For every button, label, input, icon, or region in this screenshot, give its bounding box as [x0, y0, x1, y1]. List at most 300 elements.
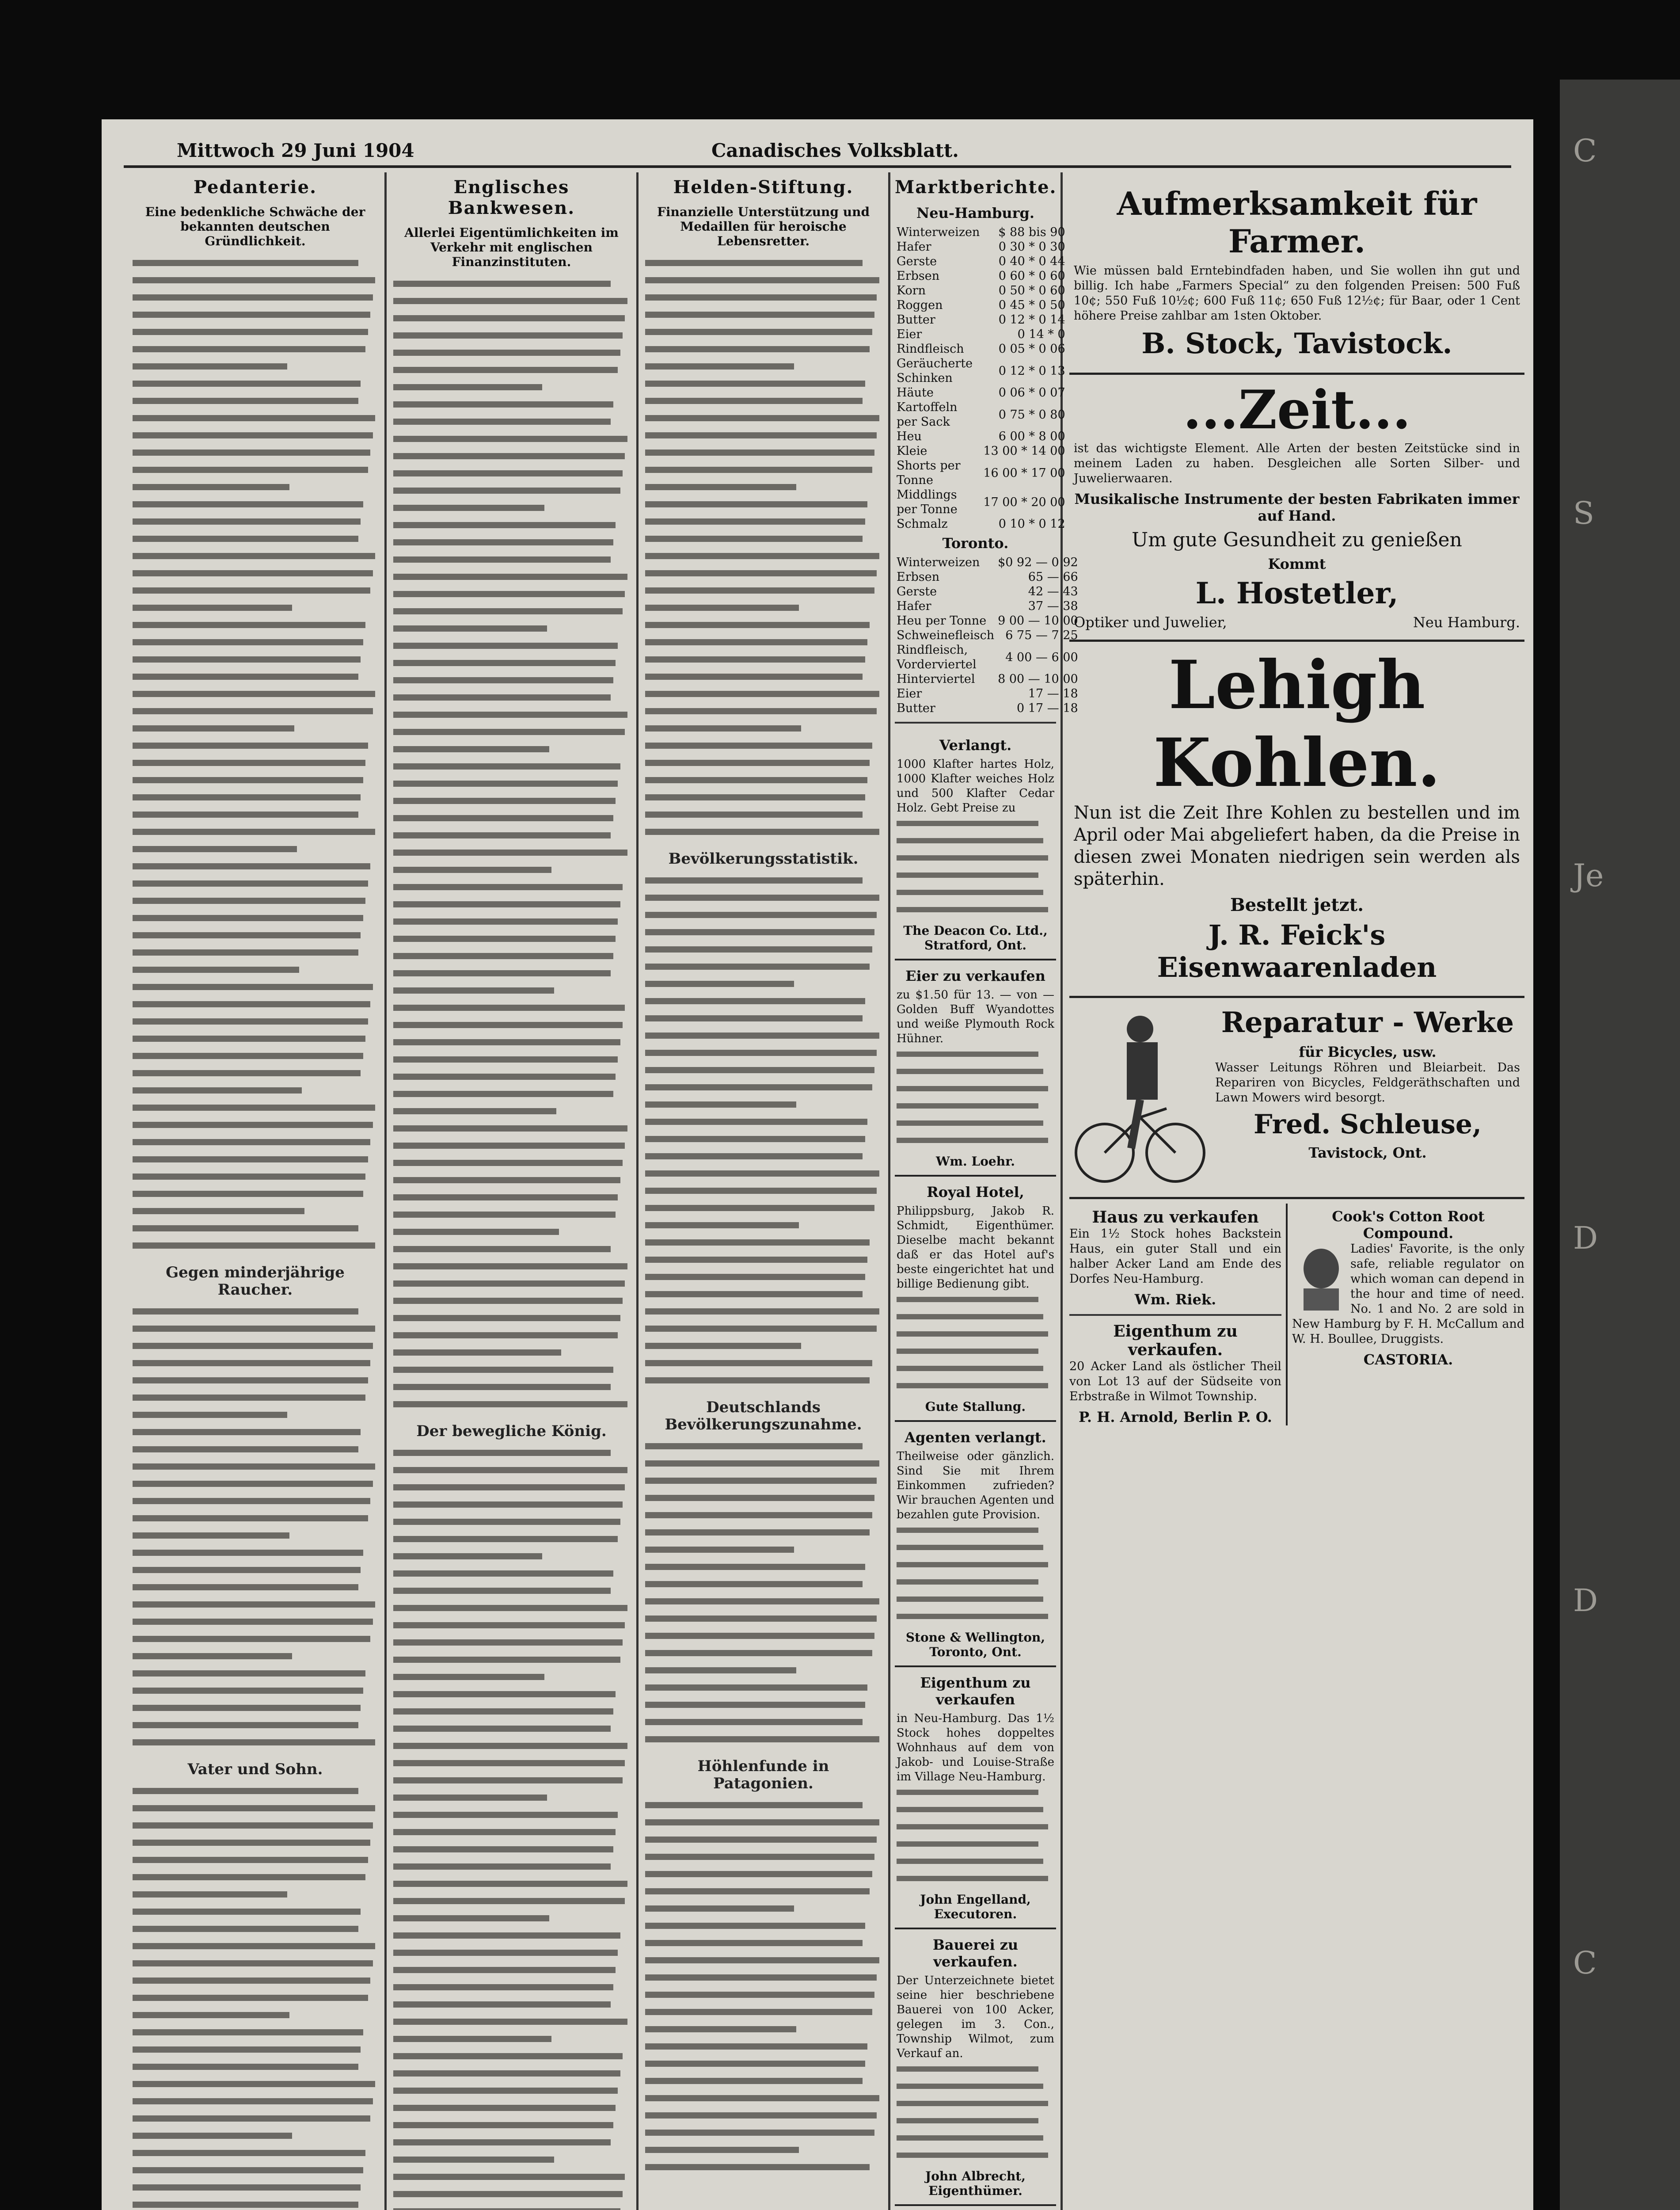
ad-signature: John Albrecht, Eigenthümer.	[925, 2169, 1026, 2198]
text-line	[133, 1303, 358, 1320]
text-line	[393, 1927, 620, 1944]
text-line	[645, 1251, 867, 1269]
ad-farmer	[1069, 177, 1524, 375]
ad-title: Haus zu verkaufen	[1092, 1208, 1259, 1227]
text-line	[645, 1079, 872, 1096]
text-line	[645, 548, 879, 565]
text-line	[133, 617, 365, 634]
market-row	[895, 701, 1080, 716]
text-line	[133, 1955, 373, 1972]
text-line	[133, 324, 368, 341]
text-line	[897, 902, 1048, 919]
page-header	[124, 137, 1511, 168]
text-line	[133, 1493, 370, 1510]
text-line	[645, 1148, 863, 1165]
text-line	[133, 2127, 292, 2145]
text-line	[133, 1613, 373, 1631]
text-line	[133, 1220, 358, 1237]
market-price: 6 75 — 7 25	[1005, 629, 1078, 642]
text-line	[393, 948, 613, 965]
text-line	[133, 2196, 358, 2210]
market-price: 65 — 66	[1028, 570, 1078, 584]
text-line	[393, 758, 620, 775]
text-line	[133, 427, 373, 444]
text-line	[645, 1952, 879, 1969]
text-line	[645, 720, 801, 737]
text-line	[393, 362, 618, 379]
text-line	[393, 1531, 618, 1548]
woman-portrait-icon	[1295, 1244, 1348, 1311]
text-line	[897, 2147, 1048, 2164]
text-line	[897, 1292, 1038, 1309]
text-line	[133, 375, 361, 392]
text-line	[645, 513, 865, 530]
divider	[1069, 1314, 1281, 1316]
ad-text: Ein 1½ Stock hohes Backstein Haus, ein guter Stall und ein halber Acker Land am Ende des Dorfes Neu-Hamburg.	[1069, 1227, 1281, 1286]
text-line	[133, 444, 370, 461]
market-item: Eier	[897, 328, 922, 341]
text-line	[133, 272, 375, 289]
market-item: Geräucherte Schinken	[897, 357, 973, 385]
text-line	[393, 1017, 623, 1034]
text-line	[645, 2159, 870, 2176]
text-line	[393, 1962, 616, 1979]
text-line	[645, 1217, 799, 1234]
ad-title: Eigenthum zu verkaufen.	[1113, 1322, 1238, 1359]
market-row	[895, 254, 1067, 269]
text-line	[393, 861, 551, 879]
text-line	[393, 482, 620, 499]
text-line	[393, 1789, 547, 1806]
ad-text: Ladies' Favorite, is the only safe, reliable regulator on which woman can depend in the hour and time of need. No. 1 and No. 2 are sold in New Hamburg by F. H. McCallum and W. H. Boullee, Druggists.	[1292, 1242, 1524, 1346]
market-price: 4 00 — 6 00	[1005, 650, 1078, 664]
text-line	[133, 1475, 373, 1493]
text-line	[133, 461, 368, 479]
market-price: 0 12 * 0 14	[998, 313, 1065, 327]
text-line	[393, 1996, 611, 2013]
ad-title: Cook's Cotton Root Compound.	[1332, 1208, 1485, 1242]
market-row	[895, 385, 1067, 400]
classified-ad	[895, 1422, 1056, 1667]
text-line	[645, 1472, 877, 1490]
market-price: 17 00 * 20 00	[983, 495, 1065, 509]
text-line	[645, 1200, 874, 1217]
text-line	[393, 1444, 611, 1462]
market-price: 13 00 * 14 00	[983, 444, 1065, 458]
article-column-1	[133, 177, 378, 2210]
market-row	[895, 517, 1067, 531]
section-heading: Vater und Sohn.	[187, 1760, 323, 1778]
text-line	[393, 827, 611, 844]
market-row	[895, 298, 1067, 312]
market-price: 0 05 * 0 06	[998, 342, 1065, 356]
market-row	[895, 555, 1080, 570]
market-price: 37 — 38	[1028, 599, 1078, 613]
text-line	[393, 1634, 623, 1651]
market-item: Heu	[897, 430, 922, 443]
section-heading: Gegen minderjährige Raucher.	[166, 1264, 345, 1299]
text-line	[393, 1462, 627, 1479]
market-item: Winterweizen	[897, 225, 980, 239]
text-line	[645, 599, 799, 617]
ad-reparatur-text	[1215, 1002, 1520, 1188]
text-line	[645, 1455, 879, 1472]
market-item: Eier	[897, 687, 922, 701]
article-column-2	[393, 177, 630, 2210]
ad-zeit	[1069, 375, 1524, 642]
text-line	[897, 2096, 1048, 2113]
market-price: 0 17 — 18	[1017, 701, 1078, 715]
text-line	[393, 741, 549, 758]
text-line	[897, 867, 1038, 884]
text-line	[133, 1013, 368, 1030]
text-line	[645, 754, 870, 772]
text-line	[393, 1582, 611, 1600]
market-price: 9 00 — 10 00	[998, 614, 1078, 628]
text-line	[133, 1817, 373, 1834]
text-line	[133, 806, 358, 823]
text-line	[897, 1098, 1038, 1115]
text-line	[645, 1010, 863, 1027]
text-line	[645, 789, 865, 806]
market-row	[895, 356, 1067, 385]
text-line	[393, 431, 627, 448]
text-line	[645, 1679, 867, 1696]
text-line	[133, 910, 363, 927]
text-line	[133, 599, 292, 617]
text-line	[133, 479, 289, 496]
market-title: Marktberichte.	[895, 177, 1057, 198]
classified-ad	[895, 730, 1056, 960]
ad-text: 1000 Klafter hartes Holz, 1000 Klafter weiches Holz und 500 Klafter Cedar Holz. Gebt Preise zu	[897, 758, 1054, 815]
bicycle-rider-icon	[1074, 1002, 1206, 1188]
market-item: Roggen	[897, 298, 943, 312]
ad-text: Nun ist die Zeit Ihre Kohlen zu bestellen und im April oder Mai abgeliefert haben, da die Preise in diesen zwei Monaten niedrigen sein werden als späterhin.	[1074, 803, 1520, 889]
market-row	[895, 613, 1080, 628]
adjacent-page-fragment: D	[1573, 1582, 1598, 1619]
newspaper-page	[102, 119, 1533, 2210]
market-row	[895, 570, 1080, 584]
text-line	[645, 479, 796, 496]
text-line	[393, 293, 627, 310]
adjacent-page-fragment: C	[1573, 1945, 1597, 1981]
text-line	[393, 1396, 627, 1413]
text-line	[133, 1203, 304, 1220]
text-line	[897, 1063, 1043, 1081]
market-price: 0 60 * 0 60	[998, 269, 1065, 283]
text-line	[393, 1275, 625, 1292]
text-line	[393, 1651, 620, 1669]
text-line	[645, 1866, 872, 1883]
text-line	[897, 833, 1043, 850]
text-line	[133, 341, 365, 358]
text-line	[897, 1819, 1048, 1836]
header-title: Canadisches Volksblatt.	[711, 140, 959, 161]
article-subtitle: Allerlei Eigentümlichkeiten im Verkehr mit englischen Finanzinstituten.	[404, 225, 619, 269]
text-line	[393, 775, 618, 793]
text-line	[645, 823, 879, 841]
text-line	[393, 344, 620, 362]
adjacent-page-edge	[1560, 80, 1680, 2210]
text-line	[133, 1458, 375, 1475]
section-heading: Höhlenfunde in Patagonien.	[697, 1757, 829, 1792]
text-line	[645, 1900, 794, 1917]
section-heading: Der bewegliche König.	[416, 1422, 607, 1440]
market-item: Hinterviertel	[897, 672, 975, 686]
market-item: Rindfleisch	[897, 342, 964, 356]
text-line	[133, 1783, 358, 1800]
text-line	[645, 1814, 879, 1831]
text-line	[645, 772, 867, 789]
ad-place: Neu Hamburg.	[1413, 614, 1520, 631]
text-line	[393, 1068, 616, 1086]
text-line	[393, 930, 616, 948]
text-line	[133, 565, 373, 582]
text-line	[645, 427, 877, 444]
section-heading: Deutschlands Bevölkerungszunahme.	[665, 1398, 862, 1433]
market-item: Erbsen	[897, 570, 940, 584]
article-title: Pedanterie.	[194, 177, 317, 198]
text-line	[393, 637, 618, 655]
market-row	[895, 342, 1067, 356]
text-line	[645, 1524, 870, 1541]
adjacent-page-fragment: D	[1573, 1220, 1598, 1256]
article-body	[133, 255, 378, 2210]
text-line	[133, 392, 358, 410]
text-line	[393, 2186, 623, 2203]
text-line	[393, 913, 618, 930]
text-line	[393, 1206, 616, 1223]
text-line	[393, 1379, 611, 1396]
text-line	[645, 1627, 874, 1645]
text-line	[133, 720, 294, 737]
market-row	[895, 327, 1067, 342]
text-line	[133, 858, 370, 875]
market-row	[895, 488, 1067, 517]
text-line	[393, 1086, 613, 1103]
text-line	[133, 513, 361, 530]
text-line	[393, 1600, 627, 1617]
market-item: Korn	[897, 284, 926, 297]
market-row	[895, 599, 1080, 613]
text-line	[393, 2151, 554, 2168]
text-line	[645, 1576, 863, 1593]
text-line	[393, 1720, 611, 1738]
ad-cooks	[1292, 1204, 1524, 1425]
market-table-toronto	[895, 555, 1080, 716]
text-line	[133, 2162, 363, 2179]
text-line	[393, 1344, 561, 1361]
text-line	[897, 1539, 1043, 1557]
text-line	[645, 2073, 863, 2090]
text-line	[897, 1378, 1048, 1395]
text-line	[645, 565, 877, 582]
text-line	[393, 1103, 556, 1120]
text-line	[133, 530, 358, 548]
text-line	[645, 1113, 867, 1131]
text-line	[393, 896, 620, 913]
ad-signature: P. H. Arnold, Berlin P. O.	[1079, 1409, 1272, 1425]
market-price: 42 — 43	[1028, 585, 1078, 598]
ad-text: Theilweise oder gänzlich. Sind Sie mit Ihrem Einkommen zufrieden? Wir brauchen Agenten und bezahlen gute Provision.	[897, 1450, 1054, 1521]
ad-title: Bauerei zu verkaufen.	[932, 1936, 1019, 1970]
text-line	[645, 993, 865, 1010]
text-line	[393, 534, 613, 551]
ad-text: Philippsburg, Jakob R. Schmidt, Eigenthümer. Dieselbe macht bekannt daß er das Hotel auf's beste eingerichtet hat und billige Bedienung gibt.	[897, 1204, 1054, 1291]
text-line	[645, 1320, 877, 1337]
text-line	[133, 823, 375, 841]
market-column	[895, 177, 1078, 2210]
text-line	[645, 958, 870, 975]
text-line	[133, 737, 368, 754]
text-line	[645, 634, 867, 651]
ad-role: Optiker und Juwelier,	[1074, 614, 1227, 631]
text-line	[645, 1286, 863, 1303]
advertisement-column	[1069, 177, 1524, 2210]
text-line	[133, 1527, 289, 1544]
market-price: 0 75 * 0 80	[998, 408, 1065, 422]
ad-signature: Gute Stallung.	[925, 1399, 1026, 1414]
ad-health: Um gute Gesundheit zu genießen	[1132, 529, 1462, 551]
text-line	[393, 1944, 618, 1962]
ad-text: in Neu-Hamburg. Das 1½ Stock hohes doppeltes Wohnhaus auf dem von Jakob- und Louise-Straße im Village Neu-Hamburg.	[897, 1712, 1054, 1783]
text-line	[897, 2130, 1043, 2147]
text-line	[133, 1544, 363, 1562]
market-price: $0 92 — 0 92	[998, 556, 1078, 569]
text-line	[897, 1591, 1043, 1608]
text-line	[133, 2179, 361, 2196]
text-line	[393, 2117, 613, 2134]
text-line	[645, 530, 863, 548]
column-rule	[888, 172, 890, 2210]
text-line	[645, 1883, 870, 1900]
text-line	[133, 1717, 358, 1734]
text-line	[133, 1320, 375, 1337]
text-line	[645, 2090, 879, 2107]
text-line	[133, 1406, 287, 1424]
text-line	[645, 703, 877, 720]
market-item: Hafer	[897, 240, 931, 254]
text-line	[393, 1669, 544, 1686]
ad-title: Aufmerksamkeit für Farmer.	[1117, 185, 1477, 260]
ad-kohlen	[1069, 642, 1524, 998]
text-line	[645, 2107, 877, 2124]
text-line	[645, 1234, 870, 1251]
text-line	[393, 275, 611, 293]
ad-signature: B. Stock, Tavistock.	[1141, 327, 1452, 360]
text-line	[645, 2038, 867, 2055]
text-line	[645, 1645, 872, 1662]
text-line	[133, 1903, 361, 1920]
ad-text: Der Unterzeichnete bietet seine hier beschriebene Bauerei von 100 Acker, gelegen im 3. Con., Township Wilmot, zum Verkauf an.	[897, 1974, 1054, 2060]
market-row	[895, 429, 1067, 444]
text-line	[393, 1703, 613, 1720]
ad-order: Bestellt jetzt.	[1230, 895, 1364, 915]
text-line	[393, 1772, 623, 1789]
text-line	[133, 1869, 365, 1886]
market-item: Shorts per Tonne	[897, 459, 961, 487]
market-item: Winterweizen	[897, 556, 980, 569]
adjacent-page-fragment: Je	[1573, 857, 1604, 894]
text-line	[393, 965, 611, 982]
text-line	[897, 850, 1048, 867]
market-item: Butter	[897, 313, 935, 327]
ad-signature-line	[1074, 614, 1520, 631]
text-line	[133, 1734, 375, 1751]
text-line	[645, 1303, 879, 1320]
article-subtitle: Eine bedenkliche Schwäche der bekannten deutschen Gründlichkeit.	[145, 205, 365, 248]
ad-signature: J. R. Feick's Eisenwaarenladen	[1157, 919, 1437, 983]
text-line	[133, 892, 365, 910]
text-line	[133, 1134, 370, 1151]
ad-signature: Fred. Schleuse,	[1254, 1109, 1482, 1140]
market-price: 8 00 — 10 00	[998, 672, 1078, 686]
ad-text: Wasser Leitungs Röhren und Bleiarbeit. Das Repariren von Bicycles, Feldgeräthschaften und Lawn Mowers wird besorgt.	[1215, 1061, 1520, 1105]
text-line	[645, 1714, 863, 1731]
market-item: Heu per Tonne	[897, 614, 987, 628]
market-price: 0 06 * 0 07	[998, 386, 1065, 400]
text-line	[393, 1172, 620, 1189]
text-line	[133, 875, 368, 892]
ad-title: Reparatur - Werke	[1221, 1006, 1514, 1039]
classified-ad	[895, 1929, 1056, 2206]
ad-castoria: CASTORIA.	[1363, 1351, 1453, 1368]
ad-haus	[1069, 1204, 1288, 1425]
column-rule	[636, 172, 639, 2210]
market-item: Häute	[897, 386, 934, 400]
classified-ad	[895, 960, 1056, 1177]
text-line	[393, 2082, 618, 2100]
market-price: 0 30 * 0 30	[998, 240, 1065, 254]
text-line	[133, 496, 363, 513]
text-line	[133, 754, 365, 772]
text-line	[645, 941, 872, 958]
market-row	[895, 312, 1067, 327]
text-line	[645, 737, 872, 754]
text-line	[393, 999, 625, 1017]
text-line	[393, 620, 547, 637]
text-line	[645, 306, 874, 324]
text-line	[645, 1662, 796, 1679]
text-line	[133, 1920, 358, 1938]
text-line	[133, 1441, 358, 1458]
text-line	[897, 1115, 1043, 1132]
text-line	[645, 2004, 872, 2021]
text-line	[393, 1841, 613, 1858]
text-line	[133, 668, 358, 686]
column-rule	[384, 172, 387, 2210]
text-line	[393, 1361, 613, 1379]
text-line	[393, 1979, 613, 1996]
classified-ad	[895, 1177, 1056, 1422]
ad-signature: Wm. Riek.	[1134, 1291, 1216, 1308]
market-item: Erbsen	[897, 269, 940, 283]
text-line	[393, 603, 623, 620]
market-item: Gerste	[897, 585, 937, 598]
text-line	[897, 1309, 1043, 1326]
text-line	[393, 1824, 616, 1841]
text-line	[133, 1834, 370, 1852]
header-date: Mittwoch 29 Juni 1904	[177, 140, 414, 161]
text-line	[393, 844, 627, 861]
text-line	[393, 1120, 627, 1137]
text-line	[133, 1682, 363, 1699]
text-line	[645, 2021, 796, 2038]
market-row	[895, 400, 1067, 429]
text-line	[133, 1510, 368, 1527]
text-line	[645, 1917, 865, 1935]
market-row	[895, 643, 1080, 672]
